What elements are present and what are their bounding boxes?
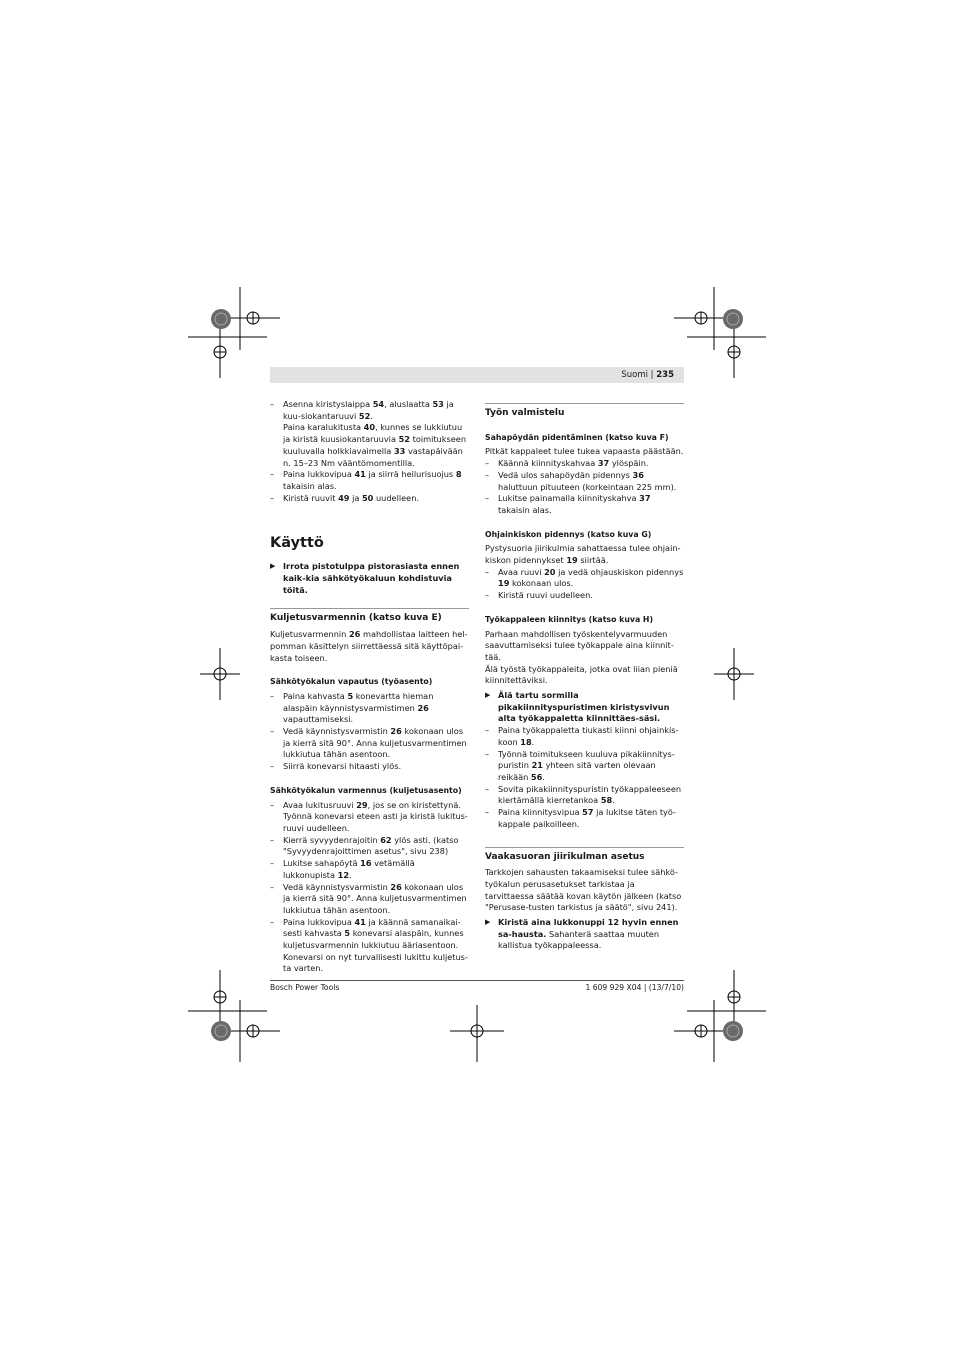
- list-item: – Kierrä syvyydenrajoitin 62 ylös asti. (katso "Syvyydenrajoittimen asetus", sivu 238): [270, 834, 459, 857]
- reference-number: 37: [639, 493, 651, 504]
- reference-number: 16: [360, 858, 372, 869]
- rich-text: Sovita pikakiinnityspuristin työkappaleeseen kiertämällä kierretankoa 58.: [498, 783, 682, 806]
- reference-number: 53: [432, 399, 444, 409]
- reference-number: 41: [354, 916, 366, 927]
- rich-text: Lukitse sahapöytä 16 vetämällä lukkonupista 12.: [283, 858, 415, 880]
- reference-number: 57: [582, 807, 594, 818]
- footer-doc-number: 1 609 929 X04 | (13/7/10): [585, 983, 684, 992]
- reference-number: 49: [338, 492, 350, 503]
- rich-text: Työnnä toimitukseen kuuluva pikakiinnitys-puristin 21 yhteen sitä varten olevaan reikään 56.: [498, 748, 675, 782]
- reference-number: 18: [520, 736, 532, 747]
- list-item: – Työnnä toimitukseen kuuluva pikakiinnitys-puristin 21 yhteen sitä varten olevaan reikään 56.: [485, 748, 675, 782]
- right-column: [485, 391, 684, 952]
- paragraph: [270, 629, 469, 664]
- reference-number: 21: [531, 760, 543, 771]
- rich-text: Vedä käynnistysvarmistin 26 kokonaan ulos ja kierrä sitä 90°. Anna kuljetusvarmentimen lukkiutua tähän asentoon.: [283, 881, 467, 915]
- reference-number: 54: [372, 399, 385, 409]
- reference-number: 50: [361, 492, 374, 503]
- footer-divider: [270, 980, 684, 981]
- header-separator: |: [650, 370, 654, 380]
- header-text: [621, 369, 674, 381]
- list-item: – Kiristä ruuvit 49 ja 50 uudelleen.: [270, 492, 420, 503]
- list-item: – Vedä käynnistysvarmistin 26 kokonaan ulos ja kierrä sitä 90°. Anna kuljetusvarmentimen lukkiutua tähän asentoon.: [270, 881, 467, 915]
- list-item: – Avaa ruuvi 20 ja vedä ohjauskiskon pidennys 19 kokonaan ulos.: [485, 566, 684, 589]
- left-column: [270, 399, 469, 975]
- paragraph: Älä työstä työkappaleita, jotka ovat liian pieniä kiinnitettäviksi.: [485, 663, 678, 686]
- warning-item: ▶ Älä tartu sormilla pikakiinnityspuristimen kiristysvivun alta työkappaletta kiinnittäes-säsi.: [485, 690, 670, 724]
- list-item: – Siirrä konevarsi hitaasti ylös.: [270, 761, 402, 772]
- reference-number: 19: [566, 555, 578, 566]
- rich-text: Paina kahvasta 5 konevartta hieman alaspäin käynnistysvarmistimen 26 vapauttamiseksi.: [283, 690, 434, 725]
- warning-item: ▶ Kiristä aina lukkonuppi 12 hyvin ennen sa-hausta. Sahanterä saattaa muuten kallistua työkappaleessa.: [485, 917, 679, 951]
- paragraph: Pitkät kappaleet tulee tukea vapaasta päästään.: [485, 446, 684, 457]
- reference-number: 37: [597, 458, 610, 469]
- list-item: – Paina lukkovipua 41 ja siirrä heilurisuojus 8 takaisin alas.: [270, 469, 462, 491]
- list-item: – Avaa lukitusruuvi 29, jos se on kiristettynä. Työnnä konevarsi eteen asti ja kiristä lukitus-ruuvi uudelleen.: [270, 799, 468, 833]
- rich-text: Kuljetusvarmennin 26 mahdollistaa laitteen hel-pomman käsittelyn siirrettäessä sitä käyttöpai-kasta toiseen.: [270, 629, 468, 663]
- paragraph: [485, 543, 684, 566]
- reference-number: 26: [390, 726, 402, 737]
- subsection-title: Sähkötyökalun vapautus (työasento): [270, 677, 433, 687]
- page-header: [270, 367, 684, 383]
- reference-number: 52: [358, 410, 371, 421]
- list-item: – Vedä ulos sahapöydän pidennys 36 haluttuun pituuteen (korkeintaan 225 mm).: [485, 469, 677, 492]
- rich-text: Lukitse painamalla kiinnityskahva 37 takaisin alas.: [498, 493, 651, 515]
- paragraph: Tarkkojen sahausten takaamiseksi tulee sähkö-työkalun perusasetukset tarkistaa ja tarvittaessa säätää kovan käytön jälkeen (katso "Perusase-tusten tarkistus ja säätö", sivu 241).: [485, 867, 682, 913]
- reference-number: 41: [354, 469, 366, 480]
- footer-publisher: Bosch Power Tools: [270, 983, 340, 992]
- reference-number: 52: [398, 434, 410, 445]
- reference-number: 12: [337, 869, 350, 880]
- reference-number: 20: [544, 566, 556, 577]
- list-item: – Lukitse painamalla kiinnityskahva 37 takaisin alas.: [485, 493, 651, 515]
- reference-number: 29: [356, 799, 368, 810]
- reference-number: 26: [348, 629, 361, 640]
- rich-text: Kierrä syvyydenrajoitin 62 ylös asti. (katso "Syvyydenrajoittimen asetus", sivu 238): [283, 834, 459, 857]
- rich-text: Avaa lukitusruuvi 29, jos se on kiristettynä. Työnnä konevarsi eteen asti ja kiristä lukitus-ruuvi uudelleen.: [283, 799, 468, 833]
- rich-text: Avaa ruuvi 20 ja vedä ohjauskiskon pidennys 19 kokonaan ulos.: [498, 566, 684, 589]
- reference-number: 26: [417, 702, 429, 713]
- arrow-icon: ▶: [485, 918, 491, 927]
- reference-number: 58: [600, 795, 613, 806]
- section-title-horizontal-mitre: Vaakasuoran jiirikulman asetus: [485, 847, 684, 864]
- arrow-icon: ▶: [485, 691, 491, 700]
- list-item: – Vedä käynnistysvarmistin 26 kokonaan ulos ja kierrä sitä 90°. Anna kuljetusvarmentimen lukkiutua tähän asentoon.: [270, 726, 467, 760]
- arrow-icon: ▶: [270, 562, 276, 571]
- rich-text: Asenna kiristyslaippa 54, aluslaatta 53 ja kuu-siokantaruuvi 52.: [283, 399, 454, 421]
- reference-number: 62: [380, 834, 392, 845]
- rich-text: Paina karalukitusta 40, kunnes se lukkiutuu ja kiristä kuusiokantaruuvia 52 toimitukseen kuuluvalla holkkiavaimella 33 vastapäivään n. 15–23 Nm vääntömomentilla.: [283, 422, 467, 468]
- list-item: – Paina kiinnitysvipua 57 ja lukitse täten työ-kappale paikoilleen.: [485, 807, 676, 829]
- section-title-work-prep: Työn valmistelu: [485, 403, 684, 420]
- rich-text: Käännä kiinnityskahvaa 37 ylöspäin.: [498, 458, 649, 469]
- header-language: Suomi: [621, 370, 648, 380]
- reference-number: 5: [344, 928, 351, 939]
- list-item: – Paina kahvasta 5 konevartta hieman alaspäin käynnistysvarmistimen 26 vapauttamiseksi.: [270, 690, 434, 725]
- rich-text: Paina lukkovipua 41 ja käännä samanaikai-sesti kahvasta 5 konevarsi alaspäin, kunnes kuljetusvarmennin lukkiutuu ääriasentoon. Konevarsi on nyt turvallisesti lukittu kuljetus-ta varten.: [283, 916, 468, 974]
- list-item: – Sovita pikakiinnityspuristin työkappaleeseen kiertämällä kierretankoa 58.: [485, 783, 682, 806]
- section-title-transport-lock: Kuljetusvarmennin (katso kuva E): [270, 608, 469, 625]
- rich-text: Vedä ulos sahapöydän pidennys 36 haluttuun pituuteen (korkeintaan 225 mm).: [498, 469, 677, 492]
- list-item: – Lukitse sahapöytä 16 vetämällä lukkonupista 12.: [270, 858, 415, 880]
- reference-number: 33: [393, 445, 406, 456]
- paragraph: Parhaan mahdollisen työskentelyvarmuuden saavuttamiseksi tulee työkappale aina kiinnit-tää.: [485, 628, 674, 662]
- reference-number: 5: [347, 690, 354, 701]
- list-item-continuation: [270, 422, 469, 469]
- page-number: 235: [656, 370, 674, 380]
- list-item: – Paina työkappaletta tiukasti kiinni ohjainkis-koon 18.: [485, 725, 679, 747]
- rich-text: Vedä käynnistysvarmistin 26 kokonaan ulos ja kierrä sitä 90°. Anna kuljetusvarmentimen lukkiutua tähän asentoon.: [283, 726, 467, 760]
- subsection-title: Sähkötyökalun varmennus (kuljetusasento): [270, 785, 462, 795]
- rich-text: Paina työkappaletta tiukasti kiinni ohjainkis-koon 18.: [498, 725, 679, 747]
- subsection-title: Ohjainkiskon pidennys (katso kuva G): [485, 529, 652, 539]
- reference-number: 36: [632, 469, 644, 480]
- warning-item: ▶ Irrota pistotulppa pistorasiasta ennen kaik-kia sähkötyökaluun kohdistuvia töitä.: [270, 561, 460, 595]
- list-item: – Käännä kiinnityskahvaa 37 ylöspäin.: [485, 458, 649, 469]
- rich-text: Kiristä ruuvit 49 ja 50 uudelleen.: [283, 492, 420, 503]
- rich-text: Pystysuoria jiirikulmia sahattaessa tulee ohjain-kiskon pidennykset 19 siirtää.: [485, 543, 681, 566]
- reference-number: 8: [455, 469, 462, 480]
- reference-number: 26: [390, 881, 402, 892]
- reference-number: 40: [363, 422, 376, 433]
- list-item: – Kiristä ruuvi uudelleen.: [485, 590, 593, 601]
- rich-text: Paina kiinnitysvipua 57 ja lukitse täten työ-kappale paikoilleen.: [498, 807, 676, 829]
- subsection-title: Sahapöydän pidentäminen (katso kuva F): [485, 432, 669, 442]
- list-item: – Asenna kiristyslaippa 54, aluslaatta 53 ja kuu-siokantaruuvi 52.: [270, 399, 454, 421]
- reference-number: 56: [530, 771, 543, 782]
- list-item: – Paina lukkovipua 41 ja käännä samanaikai-sesti kahvasta 5 konevarsi alaspäin, kunnes kuljetusvarmennin lukkiutuu ääriasentoon. Konevarsi on nyt turvallisesti lukittu kuljetus-ta varten.: [270, 916, 468, 974]
- rich-text: Paina lukkovipua 41 ja siirrä heilurisuojus 8 takaisin alas.: [283, 469, 462, 491]
- subsection-title: Työkappaleen kiinnitys (katso kuva H): [485, 614, 654, 624]
- reference-number: 19: [498, 578, 510, 589]
- section-heading-kaytto: Käyttö: [270, 535, 324, 552]
